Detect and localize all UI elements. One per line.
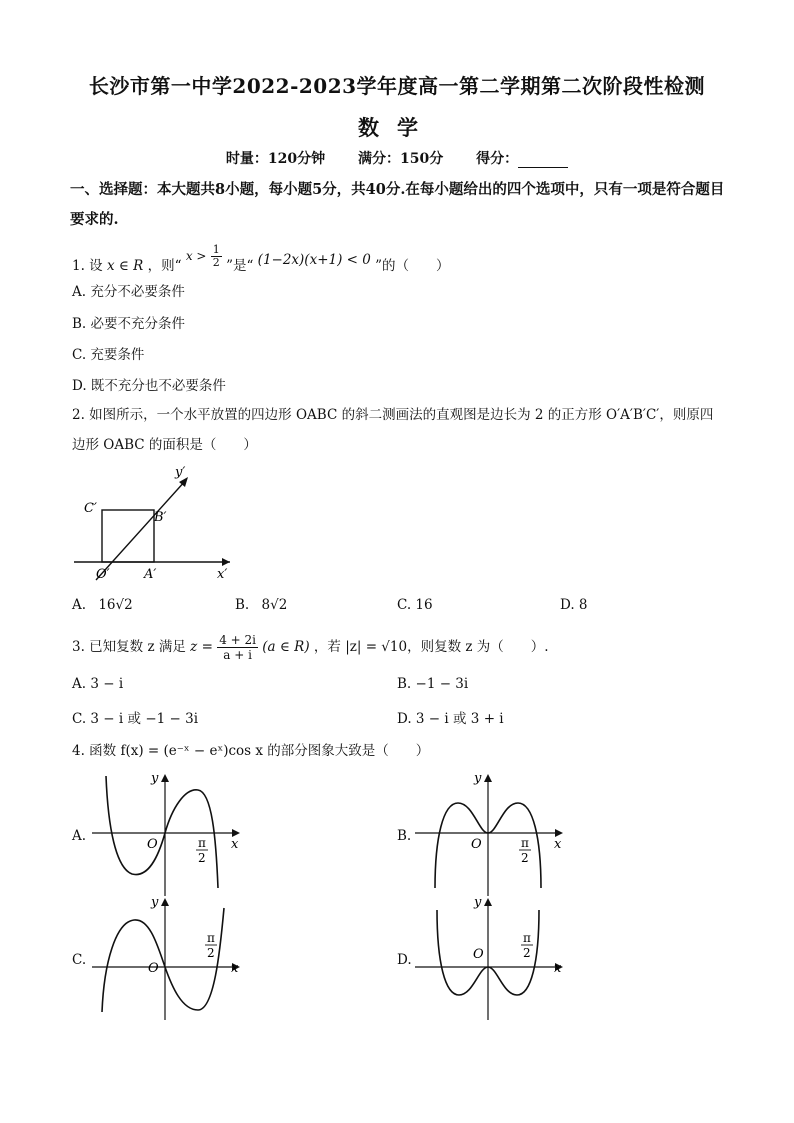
q1-option-b[interactable]: B. 必要不充分条件 [72, 316, 186, 332]
label-c: C′ [84, 501, 97, 516]
question-4-stem: 4. 函数 f(x) = (e⁻ˣ − eˣ)cos x 的部分图象大致是（ ） [72, 743, 430, 759]
q3-frac [217, 633, 258, 662]
q4-graph-b[interactable] [413, 768, 573, 898]
q2-option-a[interactable] [72, 597, 133, 613]
q1-cond2: (1−2x)(x+1) < 0 [257, 252, 371, 268]
q1-frac-num: 1 [212, 243, 220, 256]
question-2-line2: 边形 OABC 的面积是（ ） [72, 437, 257, 453]
graph-b-origin: O [471, 837, 482, 852]
q4-option-b-label[interactable]: B. [397, 828, 412, 844]
q4-graph-c[interactable] [90, 892, 250, 1022]
question-3-stem [72, 633, 549, 662]
q3-text-a: 3. 已知复数 z 满足 [72, 639, 186, 655]
graph-a-pi: π [198, 836, 206, 850]
graph-b-y: y [474, 771, 482, 786]
q3-option-c[interactable]: C. 3 − i 或 −1 − 3i [72, 711, 199, 727]
label-y: y′ [175, 465, 186, 480]
q4-option-d-label[interactable]: D. [397, 952, 412, 968]
q2-option-d[interactable]: D. 8 [560, 597, 588, 613]
q3-option-d[interactable]: D. 3 − i 或 3 + i [397, 711, 504, 727]
time-limit: 时量：120分钟 [225, 151, 326, 167]
graph-b-pi: π [521, 836, 529, 850]
q2-option-b[interactable] [235, 597, 287, 613]
q2-option-b-label: B. [235, 597, 250, 613]
q1-cond1-lhs: x > [185, 249, 207, 263]
q4-option-a-label[interactable]: A. [72, 828, 87, 844]
graph-b-x: x [554, 837, 562, 852]
section-heading: 一、选择题：本大题共8小题，每小题5分，共40分.在每小题给出的四个选项中，只有一项是符合题目要求的. [70, 181, 725, 228]
q3-frac-den: a + i [223, 648, 252, 662]
full-score: 满分：150分 [358, 151, 444, 167]
q4-graph-d[interactable] [413, 892, 573, 1022]
graph-c-two: 2 [207, 946, 215, 960]
score-blank[interactable] [518, 153, 568, 168]
q1-text-b: ，则“ [147, 258, 182, 274]
graph-c-pi: π [207, 931, 215, 945]
label-b: B′ [154, 510, 167, 525]
q3-frac-num: 4 + 2i [219, 633, 256, 647]
q2-option-a-label: A. [72, 597, 87, 613]
graph-a-two: 2 [198, 851, 206, 865]
label-o: O′ [96, 567, 110, 582]
q1-text-c: ”是“ [226, 258, 254, 274]
q3-cond: (a ∈ R) [262, 639, 310, 655]
q3-z: z = [190, 639, 213, 655]
q1-frac-den: 2 [212, 256, 220, 269]
graph-c-origin: O [148, 961, 159, 976]
score-label: 得分： [476, 151, 519, 167]
graph-d-x: x [554, 961, 562, 976]
q4-graph-a[interactable] [90, 768, 250, 898]
question-1-stem [72, 243, 450, 279]
score-field [476, 151, 568, 167]
q1-option-d[interactable]: D. 既不充分也不必要条件 [72, 378, 226, 394]
q1-option-a[interactable]: A. 充分不必要条件 [72, 284, 185, 300]
q1-option-c[interactable]: C. 充要条件 [72, 347, 145, 363]
graph-a-x: x [231, 837, 239, 852]
square [102, 510, 154, 562]
graph-a-y: y [151, 771, 159, 786]
graph-a-origin: O [147, 837, 158, 852]
q1-text-d: ”的（ ） [375, 258, 450, 274]
exam-title: 长沙市第一中学2022-2023学年度高一第二学期第二次阶段性检测 [88, 74, 706, 98]
q1-frac [211, 244, 222, 269]
q3-option-b[interactable]: B. −1 − 3i [397, 676, 469, 692]
y-axis [96, 480, 186, 580]
q2-figure [70, 460, 240, 585]
q3-text-b: ，若 |z| = √10，则复数 z 为（ ）. [313, 639, 549, 655]
exam-meta [0, 148, 794, 168]
graph-d-two: 2 [523, 946, 531, 960]
q3-option-a[interactable]: A. 3 − i [72, 676, 124, 692]
q1-var: x ∈ R [106, 258, 144, 274]
graph-d-y: y [474, 895, 482, 910]
graph-b-two: 2 [521, 851, 529, 865]
q1-text-a: 1. 设 [72, 258, 103, 274]
graph-d-origin: O [473, 947, 484, 962]
q4-option-c-label[interactable]: C. [72, 952, 87, 968]
label-a: A′ [144, 567, 157, 582]
subject-title: 数学 [358, 115, 436, 140]
q2-option-b-value: 8√2 [261, 597, 288, 613]
label-x: x′ [217, 567, 228, 582]
q2-option-a-value: 16√2 [98, 597, 133, 613]
question-2-line1: 2. 如图所示，一个水平放置的四边形 OABC 的斜二测画法的直观图是边长为 2 的正方形 O′A′B′C′，则原四 [72, 407, 714, 423]
graph-c-y: y [151, 895, 159, 910]
q2-option-c[interactable]: C. 16 [397, 597, 433, 613]
x-axis-arrow [222, 558, 230, 566]
graph-c-x: x [231, 961, 239, 976]
graph-d-pi: π [523, 931, 531, 945]
